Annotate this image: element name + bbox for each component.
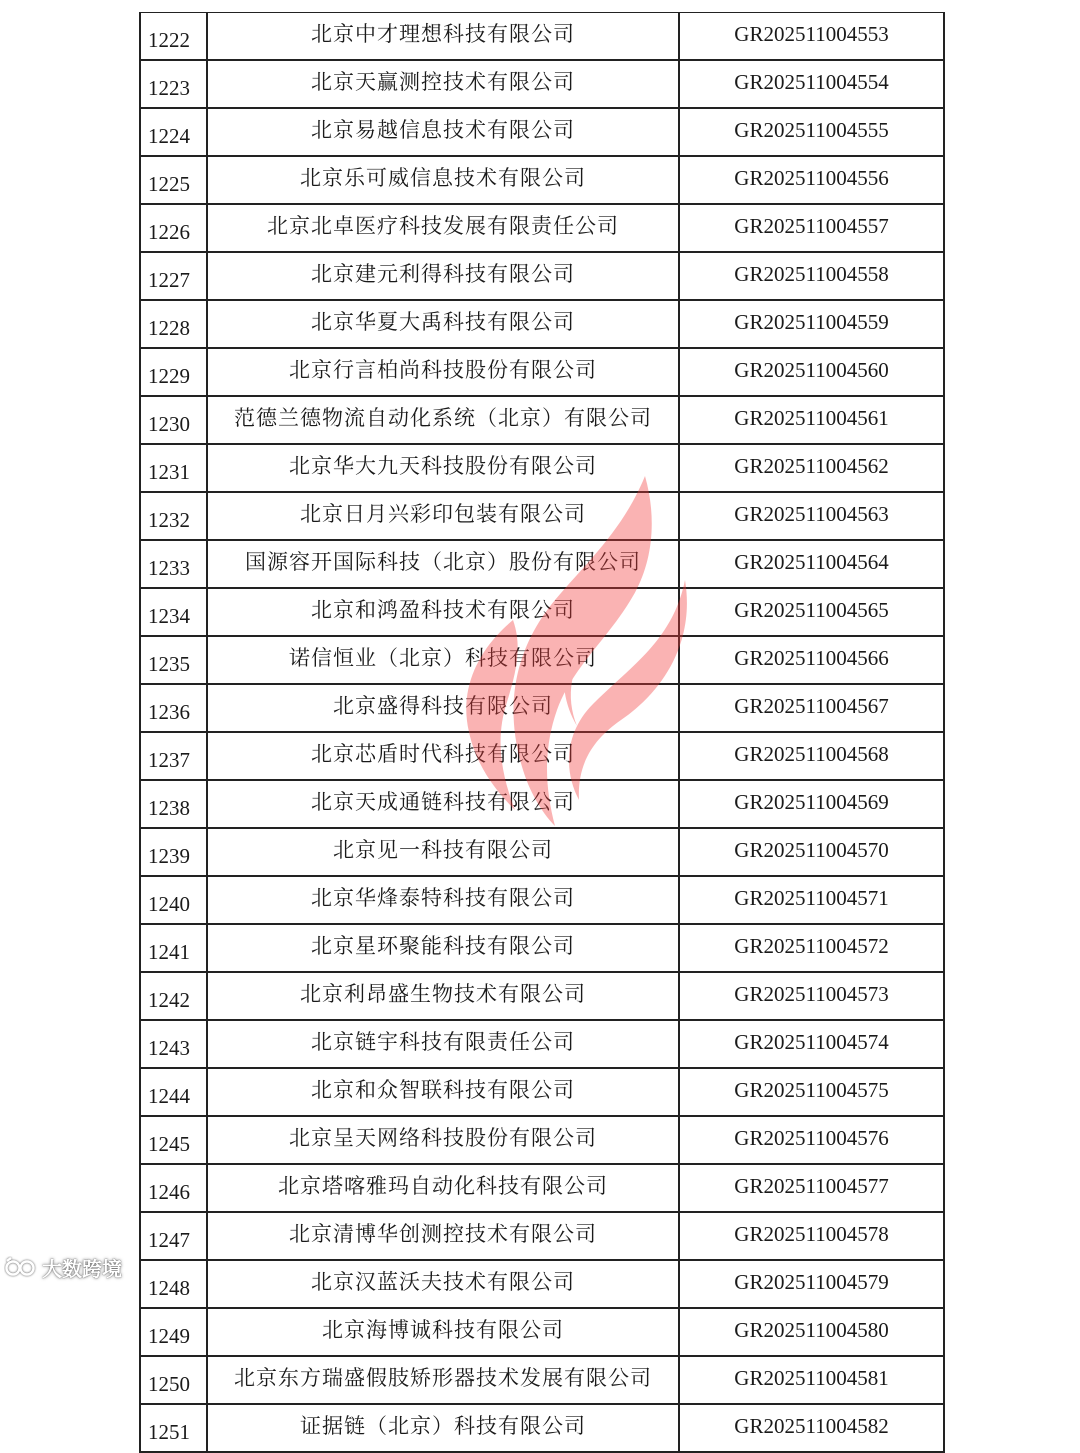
certificate-number: GR202511004565	[679, 588, 944, 636]
certificate-number: GR202511004576	[679, 1116, 944, 1164]
table-row	[140, 396, 944, 444]
table-row	[140, 60, 944, 108]
certificate-number: GR202511004564	[679, 540, 944, 588]
table-row	[140, 1212, 944, 1260]
table-row	[140, 540, 944, 588]
row-number: 1249	[140, 1308, 207, 1356]
certificate-number: GR202511004566	[679, 636, 944, 684]
row-number: 1234	[140, 588, 207, 636]
row-number: 1235	[140, 636, 207, 684]
company-name: 北京华大九天科技股份有限公司	[207, 444, 679, 492]
certificate-number: GR202511004567	[679, 684, 944, 732]
table-row	[140, 684, 944, 732]
row-number: 1246	[140, 1164, 207, 1212]
table-row	[140, 1116, 944, 1164]
company-name: 北京星环聚能科技有限公司	[207, 924, 679, 972]
certificate-number: GR202511004572	[679, 924, 944, 972]
table-row	[140, 156, 944, 204]
table-row	[140, 636, 944, 684]
table-row	[140, 876, 944, 924]
table-row	[140, 1308, 944, 1356]
table-row	[140, 780, 944, 828]
table-row	[140, 108, 944, 156]
company-name: 北京天赢测控技术有限公司	[207, 60, 679, 108]
certificate-number: GR202511004557	[679, 204, 944, 252]
row-number: 1227	[140, 252, 207, 300]
company-name: 北京北卓医疗科技发展有限责任公司	[207, 204, 679, 252]
dashu-logo-icon	[4, 1256, 38, 1278]
row-number: 1247	[140, 1212, 207, 1260]
company-name: 北京见一科技有限公司	[207, 828, 679, 876]
company-name: 北京盛得科技有限公司	[207, 684, 679, 732]
certificate-number: GR202511004560	[679, 348, 944, 396]
certificate-number: GR202511004578	[679, 1212, 944, 1260]
row-number: 1239	[140, 828, 207, 876]
certificate-number: GR202511004570	[679, 828, 944, 876]
row-number: 1230	[140, 396, 207, 444]
company-list-table	[139, 12, 945, 1453]
row-number: 1238	[140, 780, 207, 828]
row-number: 1232	[140, 492, 207, 540]
table-row	[140, 1068, 944, 1116]
table-row	[140, 732, 944, 780]
certificate-number: GR202511004556	[679, 156, 944, 204]
company-name: 北京芯盾时代科技有限公司	[207, 732, 679, 780]
company-name: 北京呈天网络科技股份有限公司	[207, 1116, 679, 1164]
table-row	[140, 828, 944, 876]
certificate-number: GR202511004555	[679, 108, 944, 156]
certificate-number: GR202511004553	[679, 13, 944, 61]
table-row	[140, 1404, 944, 1452]
certificate-number: GR202511004559	[679, 300, 944, 348]
certificate-number: GR202511004563	[679, 492, 944, 540]
company-name: 北京日月兴彩印包装有限公司	[207, 492, 679, 540]
table-row	[140, 588, 944, 636]
row-number: 1225	[140, 156, 207, 204]
certificate-number: GR202511004573	[679, 972, 944, 1020]
table-row	[140, 492, 944, 540]
row-number: 1240	[140, 876, 207, 924]
company-name: 国源容开国际科技（北京）股份有限公司	[207, 540, 679, 588]
row-number: 1233	[140, 540, 207, 588]
company-name: 北京华夏大禹科技有限公司	[207, 300, 679, 348]
company-name: 北京行言柏尚科技股份有限公司	[207, 348, 679, 396]
certificate-number: GR202511004580	[679, 1308, 944, 1356]
certificate-number: GR202511004579	[679, 1260, 944, 1308]
row-number: 1241	[140, 924, 207, 972]
row-number: 1245	[140, 1116, 207, 1164]
row-number: 1237	[140, 732, 207, 780]
row-number: 1243	[140, 1020, 207, 1068]
table-row	[140, 972, 944, 1020]
row-number: 1236	[140, 684, 207, 732]
company-name: 北京汉蓝沃夫技术有限公司	[207, 1260, 679, 1308]
row-number: 1228	[140, 300, 207, 348]
company-name: 北京天成通链科技有限公司	[207, 780, 679, 828]
company-name: 北京海博诚科技有限公司	[207, 1308, 679, 1356]
certificate-number: GR202511004569	[679, 780, 944, 828]
company-name: 范德兰德物流自动化系统（北京）有限公司	[207, 396, 679, 444]
company-name: 北京和鸿盈科技术有限公司	[207, 588, 679, 636]
certificate-number: GR202511004577	[679, 1164, 944, 1212]
table-row	[140, 348, 944, 396]
row-number: 1248	[140, 1260, 207, 1308]
certificate-number: GR202511004558	[679, 252, 944, 300]
row-number: 1223	[140, 60, 207, 108]
table-row	[140, 444, 944, 492]
table-row	[140, 300, 944, 348]
company-name: 北京清博华创测控技术有限公司	[207, 1212, 679, 1260]
row-number: 1229	[140, 348, 207, 396]
company-name: 诺信恒业（北京）科技有限公司	[207, 636, 679, 684]
company-name: 北京东方瑞盛假肢矫形器技术发展有限公司	[207, 1356, 679, 1404]
company-name: 证据链（北京）科技有限公司	[207, 1404, 679, 1452]
certificate-number: GR202511004568	[679, 732, 944, 780]
row-number: 1222	[140, 13, 207, 61]
company-name: 北京链宇科技有限责任公司	[207, 1020, 679, 1068]
certificate-number: GR202511004571	[679, 876, 944, 924]
table-row	[140, 252, 944, 300]
table-body	[140, 13, 944, 1453]
company-name: 北京利昂盛生物技术有限公司	[207, 972, 679, 1020]
certificate-number: GR202511004561	[679, 396, 944, 444]
brand-name: 大数跨境	[42, 1256, 122, 1281]
company-name: 北京中才理想科技有限公司	[207, 13, 679, 61]
certificate-number: GR202511004574	[679, 1020, 944, 1068]
company-name: 北京塔喀雅玛自动化科技有限公司	[207, 1164, 679, 1212]
table-row	[140, 1356, 944, 1404]
row-number: 1250	[140, 1356, 207, 1404]
certificate-number: GR202511004582	[679, 1404, 944, 1452]
table-row	[140, 1164, 944, 1212]
company-name: 北京华烽泰特科技有限公司	[207, 876, 679, 924]
table-row	[140, 204, 944, 252]
certificate-number: GR202511004554	[679, 60, 944, 108]
company-name: 北京乐可威信息技术有限公司	[207, 156, 679, 204]
table-row	[140, 1260, 944, 1308]
row-number: 1244	[140, 1068, 207, 1116]
row-number: 1242	[140, 972, 207, 1020]
corner-brand-logo	[4, 1252, 122, 1282]
company-name: 北京和众智联科技有限公司	[207, 1068, 679, 1116]
row-number: 1226	[140, 204, 207, 252]
row-number: 1224	[140, 108, 207, 156]
certificate-number: GR202511004562	[679, 444, 944, 492]
company-name: 北京易越信息技术有限公司	[207, 108, 679, 156]
row-number: 1231	[140, 444, 207, 492]
table-row	[140, 1020, 944, 1068]
company-name: 北京建元利得科技有限公司	[207, 252, 679, 300]
table-row	[140, 924, 944, 972]
certificate-number: GR202511004581	[679, 1356, 944, 1404]
certificate-number: GR202511004575	[679, 1068, 944, 1116]
row-number: 1251	[140, 1404, 207, 1452]
table-row	[140, 13, 944, 61]
